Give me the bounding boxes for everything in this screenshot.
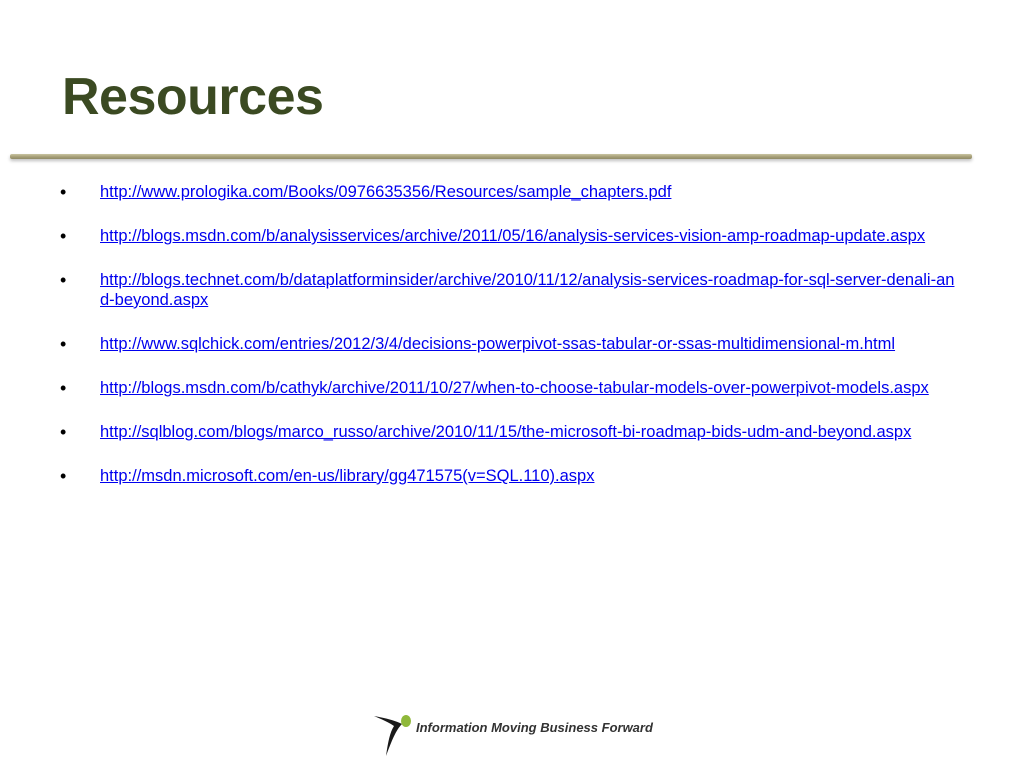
resource-link[interactable]: http://blogs.technet.com/b/dataplatforminsider/archive/2010/11/12/analysis-services-roadmap-for-sql-server-denali-and-beyond.aspx xyxy=(100,271,955,309)
bullet-icon: • xyxy=(60,226,67,246)
resource-link[interactable]: http://blogs.msdn.com/b/analysisservices/archive/2011/05/16/analysis-services-vision-amp-roadmap-update.aspx xyxy=(100,227,926,245)
resource-link[interactable]: http://blogs.msdn.com/b/cathyk/archive/2011/10/27/when-to-choose-tabular-models-over-powerpivot-models.aspx xyxy=(100,379,929,397)
resource-link[interactable]: http://sqlblog.com/blogs/marco_russo/archive/2010/11/15/the-microsoft-bi-roadmap-bids-udm-and-beyond.aspx xyxy=(100,423,912,441)
list-item xyxy=(60,378,960,398)
list-item xyxy=(60,466,960,486)
bullet-icon: • xyxy=(60,270,67,290)
list-item xyxy=(60,182,960,202)
resource-list xyxy=(60,182,960,510)
footer-logo xyxy=(372,712,672,758)
resource-link[interactable]: http://www.sqlchick.com/entries/2012/3/4/decisions-powerpivot-ssas-tabular-or-ssas-multidimensional-m.html xyxy=(100,335,896,353)
resource-link[interactable]: http://msdn.microsoft.com/en-us/library/gg471575(v=SQL.110).aspx xyxy=(100,467,595,485)
swoosh-logo-icon xyxy=(372,712,416,758)
bullet-icon: • xyxy=(60,422,67,442)
bullet-icon: • xyxy=(60,334,67,354)
resource-link[interactable]: http://www.prologika.com/Books/0976635356/Resources/sample_chapters.pdf xyxy=(100,183,672,201)
list-item xyxy=(60,334,960,354)
bullet-icon: • xyxy=(60,378,67,398)
bullet-icon: • xyxy=(60,466,67,486)
title-divider xyxy=(10,154,972,159)
slide-title: Resources xyxy=(62,68,324,126)
bullet-icon: • xyxy=(60,182,67,202)
list-item xyxy=(60,226,960,246)
footer-tagline: Information Moving Business Forward xyxy=(416,720,653,735)
list-item xyxy=(60,422,960,442)
list-item xyxy=(60,270,960,310)
